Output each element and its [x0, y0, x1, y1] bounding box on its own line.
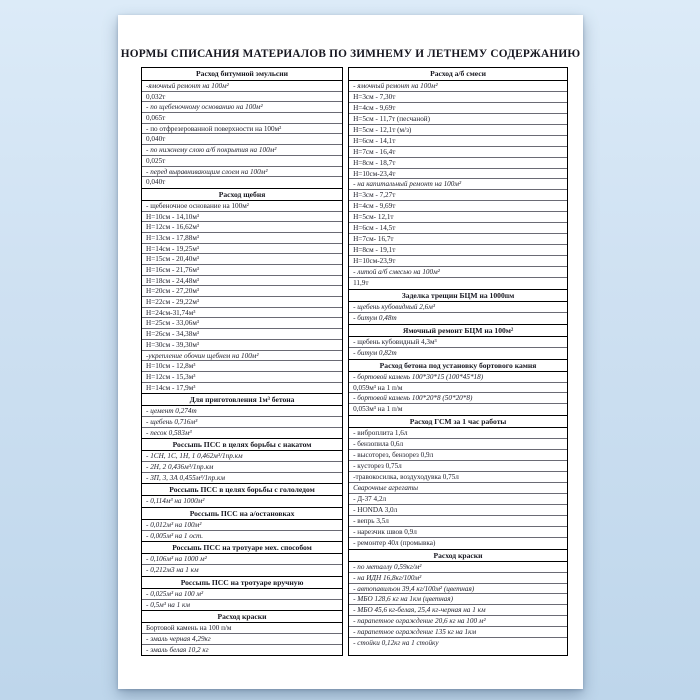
- table-row: 0,025т: [142, 156, 342, 167]
- table-row: Н=25см - 33,06м³: [142, 318, 342, 329]
- table-section: [142, 576, 342, 610]
- table-row: - на ИДН 16,8кг/100м²: [349, 573, 567, 584]
- table-row: Н=7см - 16,4т: [349, 147, 567, 158]
- table-row: - 3П, 3, 3А 0,455м³/1пр.км: [146, 473, 225, 482]
- table-row: Н=15см - 20,40м³: [142, 254, 342, 265]
- table-row: - МБО 128,6 кг на 1км (цветная): [349, 594, 567, 605]
- table-row: Н=3см - 7,27т: [349, 190, 567, 201]
- table-row: Н=14см - 19,25м³: [142, 244, 342, 255]
- table-row: - автопавильон 39,4 кг/100м² (цветная): [349, 584, 567, 595]
- table-row: Н=3см - 7,30т: [349, 92, 567, 103]
- table-row: - битум 0,48т: [353, 313, 397, 322]
- table-row: - эмаль белая 10,2 кг: [146, 645, 209, 654]
- section-header: Россыпь ПСС в целях борьбы с гололедом: [142, 483, 342, 496]
- table-row: Н=18см - 24,48м³: [142, 276, 342, 287]
- doc-page: [118, 15, 583, 689]
- table-row: 0,032т: [142, 92, 342, 103]
- table-section: [349, 415, 567, 548]
- table-row: - бортовой камень 100*20*8 (50*20*8): [349, 393, 567, 404]
- table-row: Н=12см - 15,3м³: [142, 372, 342, 383]
- table-row: - 0,106м³ на 1000 м²: [142, 554, 342, 565]
- table-section: [142, 541, 342, 575]
- section-header: Россыпь ПСС на тротуаре вручную: [142, 576, 342, 589]
- table-row: 0,059м³ на 1 п/м: [349, 383, 567, 394]
- table-row: 0,040т: [146, 178, 166, 187]
- section-header: Ямочный ремонт БЦМ на 100м²: [349, 324, 567, 337]
- table-row: - по нижнему слою а/б покрытия на 100м²: [142, 145, 342, 156]
- table-row: - на капитальный ремонт на 100м²: [349, 179, 567, 190]
- table-row: - 0,025м³ на 100 м²: [142, 589, 342, 600]
- table-row: - 1СН, 1С, 1Н, 1 0,462м³/1пр.км: [142, 451, 342, 462]
- table-row: - Д-37 4,2л: [349, 494, 567, 505]
- table-row: 11,9т: [353, 278, 369, 287]
- table-row: Н=10см - 12,8м³: [142, 361, 342, 372]
- table-row: Н=26см - 34,38м³: [142, 329, 342, 340]
- table-section: [349, 289, 567, 324]
- table-row: - вепрь 3,5л: [349, 516, 567, 527]
- table-section: [349, 324, 567, 359]
- table-section: [349, 549, 567, 650]
- table-row: Н=16см - 21,76м³: [142, 265, 342, 276]
- table-row: - щебень кубовидный 2,6м³: [349, 302, 567, 313]
- table-row: Н=14см - 17,9м³: [146, 383, 196, 392]
- table-row: Н=6см - 14,5т: [349, 223, 567, 234]
- table-row: -травокосилка, воздуходувка 0,75л: [349, 472, 567, 483]
- table-section: [142, 507, 342, 541]
- section-header: Для приготовления 1м³ бетона: [142, 393, 342, 406]
- section-header: Расход бетона под установку бортового камня: [349, 359, 567, 372]
- table-row: - парапетное ограждение 135 кг на 1км: [349, 627, 567, 638]
- table-row: Бортовой камень на 100 п/м: [142, 623, 342, 634]
- table-row: - бензопила 0,6л: [349, 439, 567, 450]
- left-column: [141, 67, 343, 656]
- table-row: Н=5см- 12,1т: [349, 212, 567, 223]
- table-row: - парапетное ограждение 20,6 кг на 100 м²: [349, 616, 567, 627]
- table-row: - HONDA 3,0л: [349, 505, 567, 516]
- table-row: - литой а/б смесью на 100м²: [349, 267, 567, 278]
- table-row: Н=10см - 14,10м³: [142, 212, 342, 223]
- table-row: Н=20см - 27,20м³: [142, 286, 342, 297]
- section-header: Расход а/б смеси: [349, 68, 567, 81]
- table-row: - ямочный ремонт на 100м²: [349, 81, 567, 92]
- table-section: [142, 483, 342, 507]
- table-row: - высоторез, бензорез 0,9л: [349, 450, 567, 461]
- table-row: - виброплита 1,6л: [349, 428, 567, 439]
- norms-table: [141, 67, 568, 656]
- table-row: 0,065т: [142, 113, 342, 124]
- table-row: - перед выравнивающим слоем на 100м²: [142, 167, 342, 178]
- table-row: - 0,012м³ на 100м²: [142, 520, 342, 531]
- table-row: Н=8см - 18,7т: [349, 158, 567, 169]
- table-row: - щебень кубовидный 4,3м³: [349, 337, 567, 348]
- table-row: - песок 0,583м³: [146, 428, 192, 437]
- table-row: - по отфрезерованной поверхности на 100м²: [142, 124, 342, 135]
- table-row: - 0,212м3 на 1 км: [146, 566, 199, 575]
- table-row: - ремонтер 40л (промывка): [353, 538, 436, 547]
- section-header: Расход битумной эмульсии: [142, 68, 342, 81]
- table-row: - нарезчик швов 0,9л: [349, 527, 567, 538]
- table-row: - кусторез 0,75л: [349, 461, 567, 472]
- table-row: Н=10см-23,4т: [349, 169, 567, 180]
- table-row: Н=12см - 16,62м³: [142, 222, 342, 233]
- table-section: [142, 68, 342, 188]
- section-header: Россыпь ПСС на тротуаре мех. способом: [142, 541, 342, 554]
- table-row: Н=10см-23,9т: [349, 256, 567, 267]
- table-row: Н=4см - 9,69т: [349, 201, 567, 212]
- table-row: 0,053м³ на 1 п/м: [353, 405, 403, 414]
- table-section: [142, 188, 342, 393]
- section-header: Россыпь ПСС в целях борьбы с накатом: [142, 438, 342, 451]
- doc-title: НОРМЫ СПИСАНИЯ МАТЕРИАЛОВ ПО ЗИМНЕМУ И ЛЕТНЕМУ СОДЕРЖАНИЮ: [120, 48, 581, 60]
- table-row: - 2Н, 2 0,436м³/1пр.км: [142, 462, 342, 473]
- table-section: [142, 393, 342, 438]
- table-section: [349, 68, 567, 289]
- table-row: Н=7см- 16,7т: [349, 234, 567, 245]
- table-row: Н=8см - 19,1т: [349, 245, 567, 256]
- table-row: - 0,005м³ на 1 ост.: [146, 531, 204, 540]
- table-row: Н=13см - 17,88м³: [142, 233, 342, 244]
- table-row: -укрепление обочин щебнем на 100м²: [142, 351, 342, 362]
- table-section: [142, 438, 342, 483]
- table-section: [142, 610, 342, 655]
- table-row: Н=6см - 14,1т: [349, 136, 567, 147]
- table-row: - битум 0,82т: [353, 348, 397, 357]
- table-row: - щебень 0,716м³: [142, 417, 342, 428]
- table-row: Н=4см - 9,69т: [349, 103, 567, 114]
- section-header: Расход краски: [349, 549, 567, 562]
- table-row: - по щебеночному основанию на 100м²: [142, 102, 342, 113]
- section-header: Расход щебня: [142, 188, 342, 201]
- table-row: - щебеночное основание на 100м²: [142, 201, 342, 212]
- table-row: - 0,5м³ на 1 км: [146, 600, 191, 609]
- table-row: - цемент 0,274т: [142, 406, 342, 417]
- table-row: Н=5см - 12,1т (м/з): [349, 125, 567, 136]
- table-row: Сварочные агрегаты: [349, 483, 567, 494]
- table-row: - стойки 0,12кг на 1 стойку: [353, 639, 439, 648]
- table-section: [349, 359, 567, 416]
- table-row: Н=22см - 29,22м³: [142, 297, 342, 308]
- table-row: Н=30см - 39,30м³: [142, 340, 342, 351]
- table-row: Н=5см - 11,7т (песчаной): [349, 114, 567, 125]
- table-row: - по металлу 0,59кг/м²: [349, 562, 567, 573]
- table-row: Н=24см-31,74м³: [142, 308, 342, 319]
- table-row: - МБО 45,6 кг-белая, 25,4 кг-черная на 1 км: [349, 605, 567, 616]
- right-column: [348, 67, 568, 656]
- table-row: 0,040т: [142, 134, 342, 145]
- section-header: Расход ГСМ за 1 час работы: [349, 415, 567, 428]
- section-header: Расход краски: [142, 610, 342, 623]
- table-row: - эмаль черная 4,29кг: [142, 634, 342, 645]
- section-header: Россыпь ПСС на а/остановках: [142, 507, 342, 520]
- table-row: - 0,114м³ на 1000м²: [146, 497, 205, 506]
- table-row: - бортовой камень 100*30*15 (100*45*18): [349, 372, 567, 383]
- table-row: -ямочный ремонт на 100м²: [142, 81, 342, 92]
- section-header: Заделка трещин БЦМ на 1000пм: [349, 289, 567, 302]
